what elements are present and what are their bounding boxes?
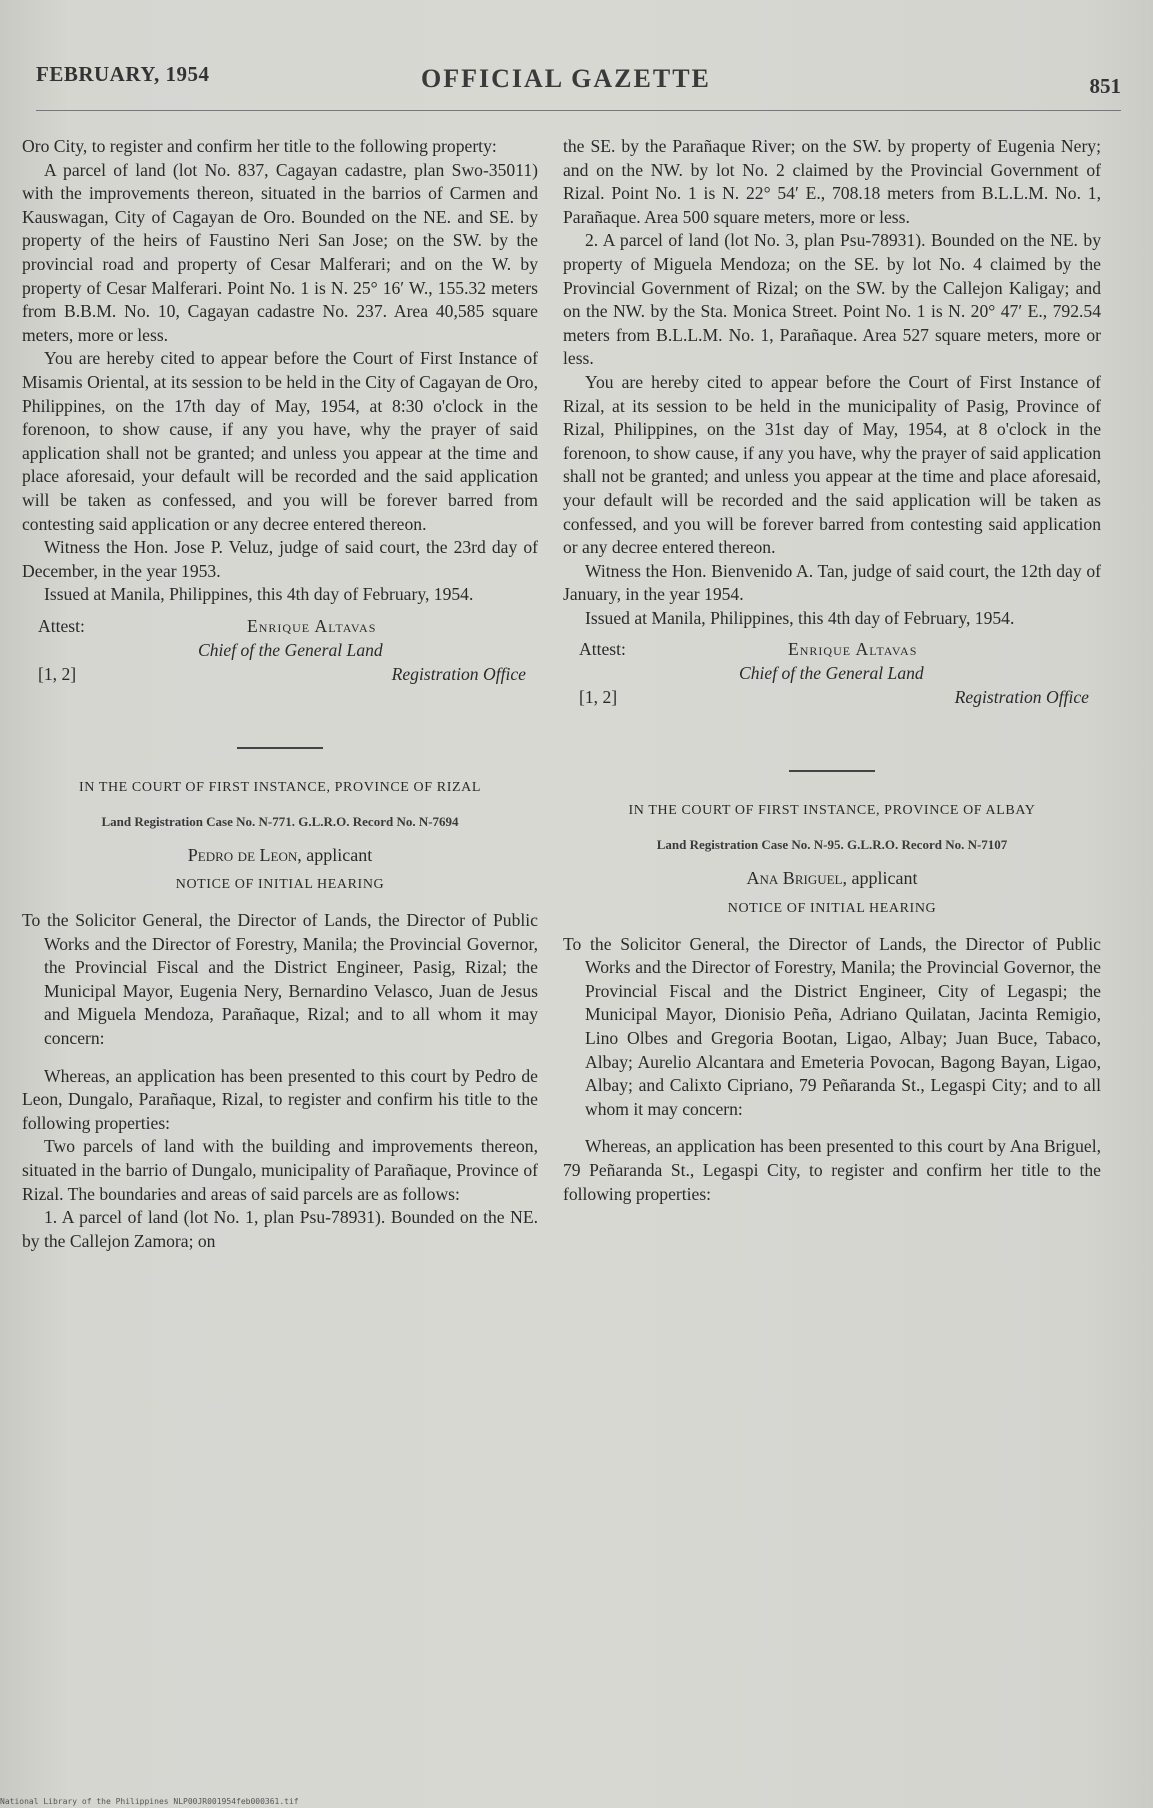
paragraph: Witness the Hon. Bienvenido A. Tan, judge of said court, the 12th day of January, in the year 1954. <box>563 560 1101 605</box>
notice-title: NOTICE OF INITIAL HEARING <box>727 901 937 917</box>
case-number: Land Registration Case No. N-95. G.L.R.O. Record No. N-7107 <box>656 837 1008 853</box>
signatory-office: Registration Office <box>954 687 1089 708</box>
right-column <box>563 135 1101 1206</box>
notice-title: NOTICE OF INITIAL HEARING <box>175 877 385 893</box>
paragraph: You are hereby cited to appear before the Court of First Instance of Misamis Oriental, at its session to be held in the City of Cagayan de Oro, Philippines, on the 17th day of May, 1954, at 8:30 o'clock in the forenoon, to show cause, if any you have, why the prayer of said application shall not be granted; and unless you appear at the time and place aforesaid, your default will be recorded and the said application will be taken as confessed, and you will be forever barred from contesting said application or any decree entered thereon. <box>22 348 538 534</box>
section-divider <box>789 770 875 772</box>
signature-block <box>563 638 1101 734</box>
applicant-name: Ana Briguel <box>746 868 843 889</box>
paragraph: You are hereby cited to appear before the Court of First Instance of Rizal, at its session to be held in the municipality of Pasig, Province of Rizal, Philippines, on the 31st day of May, 1954, at 8 o'clock in the forenoon, to show cause, if any you have, why the prayer of said application shall not be granted; and unless you appear at the time and place aforesaid, your default will be recorded and the said application will be taken as confessed, and you will be forever barred from contesting said application or any decree entered thereon. <box>563 371 1101 558</box>
addressees: To the Solicitor General, the Director of Lands, the Director of Public Works and the Director of Forestry, Manila; the Provincial Governor, the Provincial Fiscal and the District Engineer, Pasig, Rizal; the Municipal Mayor, Eugenia Nery, Bernardino Velasco, Juan de Jesus and Miguela Mendoza, Parañaque, Rizal; and to all whom it may concern: <box>22 910 538 1049</box>
paragraph: Witness the Hon. Jose P. Veluz, judge of said court, the 23rd day of December, in the year 1953. <box>22 537 538 581</box>
attest-label: Attest: <box>38 615 85 636</box>
court-heading: IN THE COURT OF FIRST INSTANCE, PROVINCE OF ALBAY <box>628 803 1036 819</box>
paragraph: Whereas, an application has been presented to this court by Pedro de Leon, Dungalo, Parañaque, Rizal, to register and confirm his title to the following properties: <box>22 1065 538 1133</box>
section-divider <box>237 747 323 749</box>
left-column <box>22 135 538 1253</box>
header-rule <box>36 110 1121 111</box>
paragraph: Oro City, to register and confirm her title to the following property: <box>22 136 497 156</box>
page-header <box>36 62 1121 102</box>
signatory-title: Chief of the General Land <box>739 663 924 684</box>
signatory-title: Chief of the General Land <box>198 639 383 660</box>
scan-footer: National Library of the Philippines NLP00JR001954feb000361.tif <box>0 1797 299 1806</box>
paragraph: Two parcels of land with the building and improvements thereon, situated in the barrio of Dungalo, municipality of Parañaque, Province of Rizal. The boundaries and areas of said parcels are as follows: <box>22 1136 538 1204</box>
issue-reference: [1, 2] <box>38 663 77 684</box>
paragraph: Issued at Manila, Philippines, this 4th day of February, 1954. <box>44 584 474 605</box>
attest-label: Attest: <box>579 639 626 660</box>
signatory-name: Enrique Altavas <box>788 639 918 660</box>
paragraph: A parcel of land (lot No. 837, Cagayan cadastre, plan Swo-35011) with the improvements thereon, situated in the barrios of Carmen and Kauswagan, City of Cagayan de Oro. Bounded on the NE. and SE. by property of the heirs of Faustino Neri San Jose; on the SW. by the provincial road and property of Cesar Malferari; and on the W. by property of Cesar Malferari. Point No. 1 is N. 25° 16′ W., 155.32 meters from B.B.M. No. 10, Cagayan cadastre No. 237. Area 40,585 square meters, more or less. <box>22 159 538 345</box>
issue-reference: [1, 2] <box>579 687 618 708</box>
applicant-name: Pedro de Leon <box>187 844 298 865</box>
signatory-name: Enrique Altavas <box>247 615 377 636</box>
paragraph: 1. A parcel of land (lot No. 1, plan Psu-78931). Bounded on the NE. by the Callejon Zamora; on <box>22 1207 538 1251</box>
court-heading: IN THE COURT OF FIRST INSTANCE, PROVINCE OF RIZAL <box>79 779 481 795</box>
signature-block <box>22 615 538 711</box>
paragraph: the SE. by the Parañaque River; on the SW. by property of Eugenia Nery; and on the NW. by lot No. 2 claimed by the Provincial Government of Rizal. Point No. 1 is N. 22° 54′ E., 708.18 meters from B.L.L.M. No. 1, Parañaque. Area 500 square meters, more or less. <box>563 136 1101 227</box>
header-title: OFFICIAL GAZETTE <box>421 64 711 93</box>
addressees: To the Solicitor General, the Director of Lands, the Director of Public Works and the Director of Forestry, Manila; the Provincial Governor, the Provincial Fiscal and the District Engineer, City of Legaspi; the Municipal Mayor, Dionisio Peña, Adriano Quilatan, Jacinta Remigio, Lino Olbes and Gregoria Bootan, Ligao, Albay; Juan Buce, Tabaco, Albay; Aurelio Alcantara and Emeteria Povocan, Bagong Bayan, Ligao, Albay; and Calixto Cipriano, 79 Peñaranda St., Legaspi City; and to all whom it may concern: <box>563 933 1101 1119</box>
paragraph: Whereas, an application has been presented to this court by Ana Briguel, 79 Peñaranda St., Legaspi City, to register and confirm her title to the following properties: <box>563 1136 1101 1204</box>
applicant-line <box>563 867 1101 891</box>
header-date: FEBRUARY, 1954 <box>36 62 210 86</box>
header-page-number: 851 <box>1089 74 1121 98</box>
applicant-suffix: , applicant <box>297 844 373 865</box>
applicant-suffix: , applicant <box>842 868 918 889</box>
signatory-office: Registration Office <box>391 663 526 684</box>
paragraph: 2. A parcel of land (lot No. 3, plan Psu-78931). Bounded on the NE. by property of Miguela Mendoza; on the SE. by lot No. 4 claimed by the Provincial Government of Rizal; on the SW. by the Callejon Kaligay; and on the NW. by the Sta. Monica Street. Point No. 1 is N. 20° 47′ E., 792.54 meters from B.L.L.M. No. 1, Parañaque. Area 527 square meters, more or less. <box>563 230 1101 369</box>
case-number: Land Registration Case No. N-771. G.L.R.O. Record No. N-7694 <box>101 813 459 829</box>
applicant-line <box>22 844 538 868</box>
paragraph: Issued at Manila, Philippines, this 4th day of February, 1954. <box>585 607 1015 628</box>
